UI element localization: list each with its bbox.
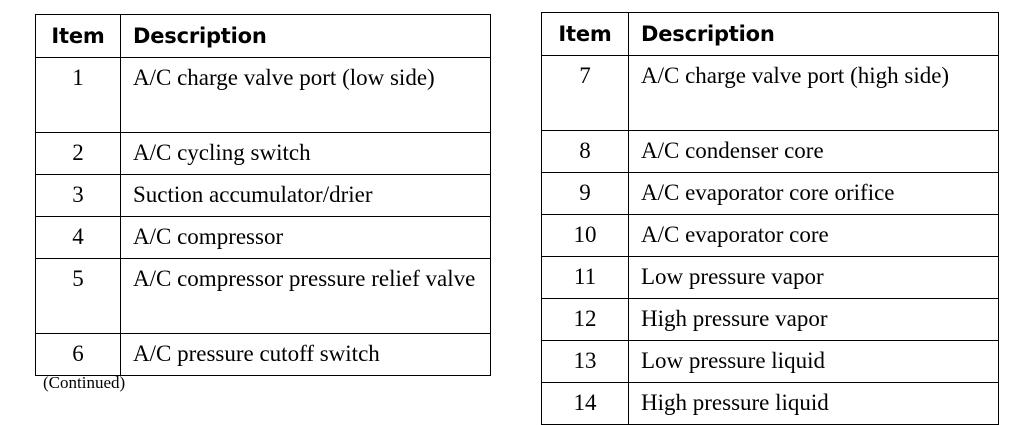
item-number: 5 — [36, 259, 121, 334]
item-description: A/C compressor — [121, 217, 491, 259]
table-header-row — [36, 15, 491, 58]
item-number: 9 — [542, 173, 629, 215]
item-number: 14 — [542, 383, 629, 425]
table-row — [542, 173, 999, 215]
column-header-item: Item — [36, 15, 121, 58]
table-row — [542, 131, 999, 173]
item-description: A/C charge valve port (high side) — [629, 56, 999, 131]
item-description: A/C evaporator core orifice — [629, 173, 999, 215]
item-number: 3 — [36, 175, 121, 217]
item-number: 11 — [542, 257, 629, 299]
item-number: 7 — [542, 56, 629, 131]
table-row — [36, 133, 491, 175]
item-number: 1 — [36, 58, 121, 133]
item-description: A/C cycling switch — [121, 133, 491, 175]
table-row — [36, 58, 491, 133]
table-row — [542, 56, 999, 131]
table-row — [542, 257, 999, 299]
column-header-description: Description — [629, 13, 999, 56]
column-header-item: Item — [542, 13, 629, 56]
table-row — [542, 383, 999, 425]
table-row — [542, 341, 999, 383]
item-number: 13 — [542, 341, 629, 383]
table-row — [542, 299, 999, 341]
item-description: A/C pressure cutoff switch — [121, 334, 491, 376]
table-row — [36, 334, 491, 376]
item-number: 10 — [542, 215, 629, 257]
item-number: 4 — [36, 217, 121, 259]
table-row — [36, 217, 491, 259]
continued-note: (Continued) — [43, 373, 126, 392]
item-description: A/C charge valve port (low side) — [121, 58, 491, 133]
item-number: 12 — [542, 299, 629, 341]
item-description: Suction accumulator/drier — [121, 175, 491, 217]
table-row — [36, 175, 491, 217]
item-description: A/C condenser core — [629, 131, 999, 173]
column-header-description: Description — [121, 15, 491, 58]
item-description: High pressure liquid — [629, 383, 999, 425]
table-row — [36, 259, 491, 334]
item-description: A/C evaporator core — [629, 215, 999, 257]
item-description: High pressure vapor — [629, 299, 999, 341]
item-number: 8 — [542, 131, 629, 173]
item-description: A/C compressor pressure relief valve — [121, 259, 491, 334]
item-number: 2 — [36, 133, 121, 175]
item-description: Low pressure vapor — [629, 257, 999, 299]
parts-table-right — [541, 12, 999, 425]
table-header-row — [542, 13, 999, 56]
item-description: Low pressure liquid — [629, 341, 999, 383]
parts-table-left — [35, 14, 491, 376]
item-number: 6 — [36, 334, 121, 376]
table-row — [542, 215, 999, 257]
